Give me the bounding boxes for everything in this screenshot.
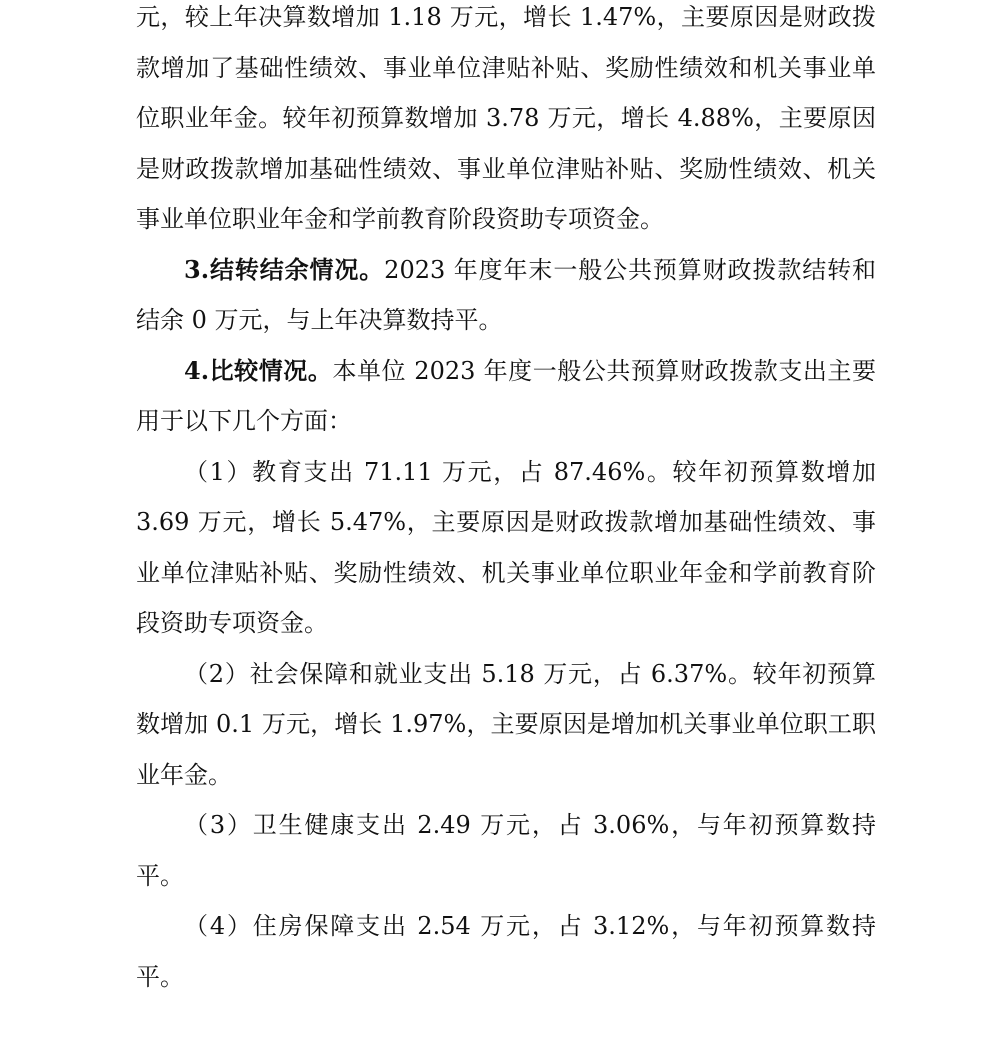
paragraph-education-spending: [136, 447, 876, 649]
paragraph-text: 2023 年度年末一般公共预算财政拨款结转和结余 0 万元，与上年决算数持平。: [136, 255, 876, 334]
paragraph-housing-spending: [136, 901, 876, 1002]
paragraph-text: 元，较上年决算数增加 1.18 万元，增长 1.47%，主要原因是财政拨款增加了基础性绩效、事业单位津贴补贴、奖励性绩效和机关事业单位职业年金。较年初预算数增加 3.78 万元，增长 4.88%，主要原因是财政拨款增加基础性绩效、事业单位津贴补贴、奖励性绩效、机关事业单位职业年金和学前教育阶段资助专项资金。: [136, 3, 876, 233]
paragraph-social-security-spending: [136, 649, 876, 801]
paragraph-health-spending: [136, 800, 876, 901]
paragraph-text: （4）住房保障支出 2.54 万元，占 3.12%，与年初预算数持平。: [136, 912, 876, 991]
paragraph-text: （3）卫生健康支出 2.49 万元，占 3.06%，与年初预算数持平。: [136, 811, 876, 890]
paragraph-text: 本单位 2023 年度一般公共预算财政拨款支出主要用于以下几个方面：: [136, 356, 876, 435]
paragraph-continuation: [136, 0, 876, 245]
paragraph-carryover-balance: [136, 245, 876, 346]
section-heading: 4.比较情况。: [184, 355, 333, 385]
section-heading: 3.结转结余情况。: [184, 254, 385, 284]
paragraph-text: （1）教育支出 71.11 万元，占 87.46%。较年初预算数增加 3.69 万元，增长 5.47%，主要原因是财政拨款增加基础性绩效、事业单位津贴补贴、奖励性绩效、机关事业单位职业年金和学前教育阶段资助专项资金。: [136, 457, 876, 637]
paragraph-comparison: [136, 346, 876, 447]
paragraph-text: （2）社会保障和就业支出 5.18 万元，占 6.37%。较年初预算数增加 0.1 万元，增长 1.97%，主要原因是增加机关事业单位职工职业年金。: [136, 659, 876, 789]
document-body: [136, 0, 876, 1002]
